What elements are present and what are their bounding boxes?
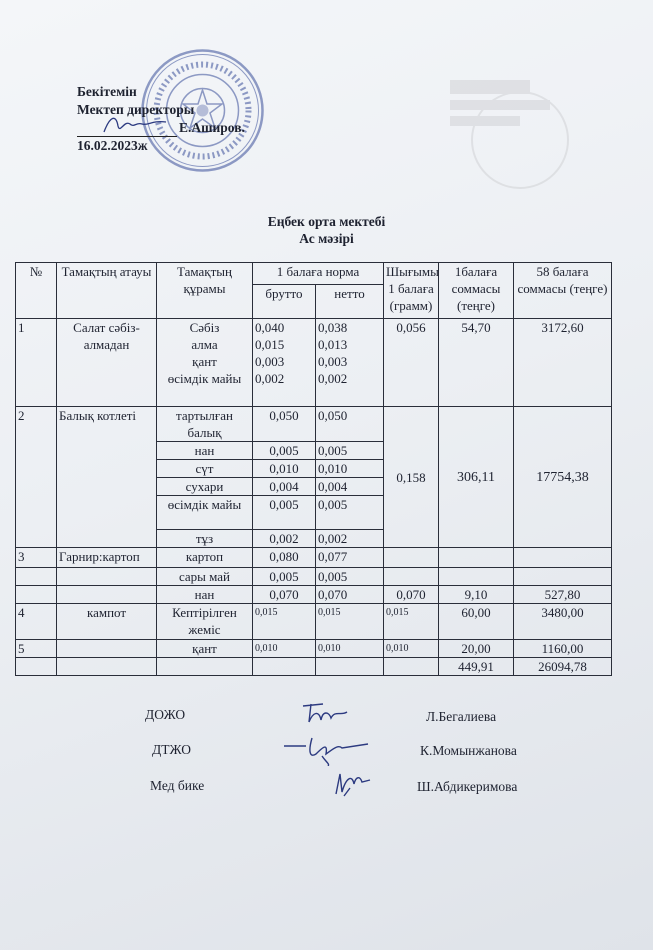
- empty-cell: [57, 658, 157, 676]
- net-value: 0,013: [318, 337, 348, 352]
- header-cost-total: 58 балаға соммасы (теңге): [514, 263, 612, 319]
- ingredient-item: қант: [157, 640, 253, 658]
- signature-3: [330, 768, 375, 798]
- table-row: [16, 586, 612, 604]
- approval-date: 16.02.2023ж: [77, 138, 148, 153]
- empty-cell: [16, 658, 57, 676]
- empty-cell: [384, 548, 439, 568]
- dish-name: кампот: [57, 604, 157, 640]
- approval-heading: Бекітемін: [77, 84, 137, 99]
- signature-role-2: ДТЖО: [152, 742, 191, 757]
- dish-name: [57, 640, 157, 658]
- ingredient-item: нан: [157, 442, 253, 460]
- total-cost-one: 449,91: [439, 658, 514, 676]
- signature-name-3: Ш.Абдикеримова: [417, 779, 518, 794]
- net-value: 0,070: [316, 586, 384, 604]
- header-gross: брутто: [253, 285, 316, 319]
- net-value: 0,010: [316, 460, 384, 478]
- ingredient-item: тартылған балық: [157, 407, 253, 442]
- school-name: Еңбек орта мектебі: [267, 214, 386, 229]
- ingredient-item: картоп: [157, 548, 253, 568]
- table-row: [16, 568, 612, 586]
- signature-role-3: Мед бике: [150, 778, 205, 793]
- net-value: 0,010: [316, 640, 384, 658]
- row-num: 5: [16, 640, 57, 658]
- empty-cell: [384, 658, 439, 676]
- ingredient-item: Сәбіз: [189, 320, 220, 335]
- net-value: 0,077: [316, 548, 384, 568]
- ingredient-item: сары май: [157, 568, 253, 586]
- ingredient-item: сүт: [157, 460, 253, 478]
- gross-value: 0,015: [253, 604, 316, 640]
- signature-name-2: К.Момынжанова: [420, 743, 517, 758]
- net-value: 0,050: [316, 407, 384, 442]
- empty-cell: [57, 586, 157, 604]
- dish-name: Балық котлеті: [57, 407, 157, 548]
- total-cost-total: 26094,78: [514, 658, 612, 676]
- approval-position: Мектеп директоры: [77, 102, 195, 117]
- signature-name-1: Л.Бегалиева: [426, 709, 497, 724]
- gross-list: [253, 319, 316, 407]
- header-num: №: [16, 263, 57, 319]
- menu-title: Ас мәзірі: [299, 231, 354, 246]
- cost-total-value: 527,80: [514, 586, 612, 604]
- gross-value: 0,004: [253, 478, 316, 496]
- ingredient-item: тұз: [157, 530, 253, 548]
- net-value: 0,005: [316, 496, 384, 530]
- ingredient-item: алма: [191, 337, 218, 352]
- ingredient-list: [157, 319, 253, 407]
- header-net: нетто: [316, 285, 384, 319]
- header-norm: 1 балаға норма: [253, 263, 384, 285]
- table-row: [16, 548, 612, 568]
- ingredient-item: өсімдік майы: [167, 371, 242, 386]
- empty-cell: [439, 548, 514, 568]
- empty-cell: [253, 658, 316, 676]
- director-signature: [100, 112, 170, 138]
- gross-value: 0,040: [255, 320, 285, 335]
- net-value: 0,002: [318, 371, 348, 386]
- gross-value: 0,015: [255, 337, 285, 352]
- empty-cell: [439, 568, 514, 586]
- cost-total-value: 17754,38: [514, 407, 612, 548]
- empty-cell: [16, 568, 57, 586]
- net-value: 0,038: [318, 320, 348, 335]
- gross-value: 0,002: [253, 530, 316, 548]
- net-value: 0,002: [316, 530, 384, 548]
- gross-value: 0,080: [253, 548, 316, 568]
- row-num: 4: [16, 604, 57, 640]
- net-value: 0,005: [316, 568, 384, 586]
- cost-one-value: 60,00: [439, 604, 514, 640]
- net-list: [316, 319, 384, 407]
- gross-value: 0,010: [253, 640, 316, 658]
- table-row: [16, 407, 612, 442]
- empty-cell: [514, 568, 612, 586]
- empty-cell: [157, 658, 253, 676]
- net-value: 0,004: [316, 478, 384, 496]
- empty-cell: [384, 568, 439, 586]
- totals-row: [16, 658, 612, 676]
- cost-total-value: 3172,60: [514, 319, 612, 407]
- ingredient-item: өсімдік майы: [157, 496, 253, 530]
- cost-one-value: 306,11: [439, 407, 514, 548]
- yield-value: 0,010: [384, 640, 439, 658]
- cost-total-value: 3480,00: [514, 604, 612, 640]
- gross-value: 0,005: [253, 442, 316, 460]
- table-row: [16, 604, 612, 640]
- dish-name: Гарнир:картоп: [57, 548, 157, 568]
- header-yield: Шығымы 1 балаға (грамм): [384, 263, 439, 319]
- yield-value: 0,070: [384, 586, 439, 604]
- gross-value: 0,005: [253, 568, 316, 586]
- empty-cell: [57, 568, 157, 586]
- approval-signatory: Е.Аширов.: [179, 120, 245, 135]
- empty-cell: [316, 658, 384, 676]
- ingredient-item: сухари: [157, 478, 253, 496]
- net-value: 0,005: [316, 442, 384, 460]
- signature-role-1: ДОЖО: [145, 707, 186, 722]
- gross-value: 0,050: [253, 407, 316, 442]
- header-cost-one: 1балаға соммасы (теңге): [439, 263, 514, 319]
- header-composition: Тамақтың құрамы: [157, 263, 253, 319]
- yield-value: 0,015: [384, 604, 439, 640]
- menu-table: [15, 262, 612, 676]
- table-row: [16, 319, 612, 407]
- cost-total-value: 1160,00: [514, 640, 612, 658]
- ingredient-item: Кептірілген жеміс: [157, 604, 253, 640]
- net-value: 0,003: [318, 354, 348, 369]
- row-num: 2: [16, 407, 57, 548]
- gross-value: 0,010: [253, 460, 316, 478]
- signature-1: [295, 700, 355, 728]
- cost-one-value: 9,10: [439, 586, 514, 604]
- ingredient-item: нан: [157, 586, 253, 604]
- row-num: 1: [16, 319, 57, 407]
- empty-cell: [514, 548, 612, 568]
- table-row: [16, 640, 612, 658]
- gross-value: 0,003: [255, 354, 285, 369]
- empty-cell: [16, 586, 57, 604]
- ingredient-item: қант: [192, 354, 217, 369]
- faded-stamp-imprint: [440, 70, 580, 190]
- yield-value: 0,056: [384, 319, 439, 407]
- signature-2: [282, 732, 372, 766]
- dish-name: Салат сәбіз-алмадан: [57, 319, 157, 407]
- header-dish-name: Тамақтың атауы: [57, 263, 157, 319]
- net-value: 0,015: [316, 604, 384, 640]
- cost-one-value: 20,00: [439, 640, 514, 658]
- gross-value: 0,005: [253, 496, 316, 530]
- row-num: 3: [16, 548, 57, 568]
- gross-value: 0,070: [253, 586, 316, 604]
- yield-value: 0,158: [384, 407, 439, 548]
- cost-one-value: 54,70: [439, 319, 514, 407]
- gross-value: 0,002: [255, 371, 285, 386]
